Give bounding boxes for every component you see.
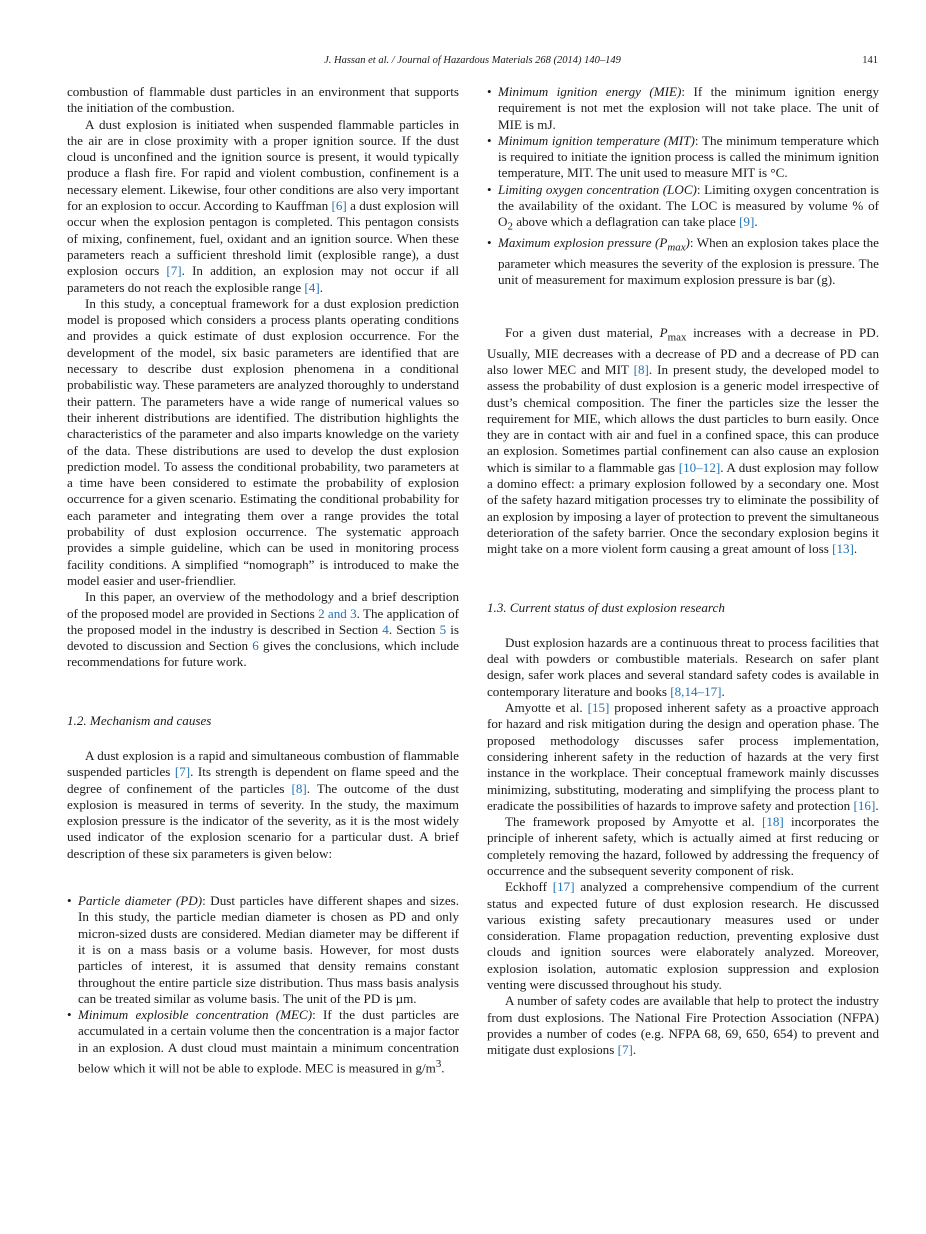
paragraph: A dust explosion is initiated when suspended flammable particles in the air are in close proximity with a proper ignition source. If the dust cloud is unconfined and the ignition source is present, it would typically produce a flash fire. For rapid and violent combustion, confinement is a necessary element. Likewise, four other conditions are also very important for an explosion to occur. According to Kauffman [6] a dust explosion will occur when the explosion pentagon is completed. This pentagon consists of mixing, confinement, fuel, oxidant and an ignition source. When these parameters reach a sufficient threshold limit (explosible range), a dust explosion occurs [7]. In addition, an explosion may not occur if all parameters do not reach the explosible range [4]. xyxy=(67,116,459,295)
paragraph: Dust explosion hazards are a continuous threat to process facilities that deal with powders or combustible materials. Research on safer plant design, safer work places and several standard safety codes is available in contemporary literature and books [8,14–17]. xyxy=(487,634,879,699)
page-number: 141 xyxy=(862,55,878,66)
left-column xyxy=(67,84,459,1077)
citation-link[interactable]: [8,14–17] xyxy=(670,683,722,699)
paragraph: In this study, a conceptual framework for a dust explosion prediction model is proposed which considers a process plants operating conditions and provides a quick estimate of dust explosion occurrence. For the development of the model, six basic parameters are identified that are necessary to describe dust explosion phenomena in a conditional probabilistic way. These parameters are analyzed thoroughly to understand their pattern. The parameters have a wide range of numerical values so their inherent distributions are identified. The distribution highlights the characteristics of the parameter and also imparts knowledge on the variety of the data. These distributions are used to develop the dust explosion prediction model. To assess the conditional probability, two parameters at a time have been considered to estimate the probability of explosion occurrence for a given scenario. Estimating the conditional probability for each parameter and integrating them over a range provides the total probability of dust explosion occurrence. The systematic approach provides a simple guideline, which can be used in monitoring process facility conditions. A simplified “nomograph” is introduced to make the model easier and user-friendlier. xyxy=(67,295,459,588)
paragraph: For a given dust material, $P_{max}$ increases with a decrease in PD. Usually, MIE decreases with a decrease of PD and a decrease of PD can also lower MEC and MIT [8]. In present study, the developed model to assess the probability of dust explosion is a generic model irrespective of dust’s chemical composition. The finer the particles size the lesser the requirement for MIE, which allows the dust particles to burn easily. Once they are in contact with air and fuel in a confined space, this can produce an explosion. Sometimes partial confinement can also cause an explosion which is similar to a flammable gas [10–12]. A dust explosion may follow a domino effect: a primary explosion followed by a secondary one. Most of the safety hazard mitigation processes try to eliminate the possibility of an explosion by imposing a layer of protection to prevent the simultaneous deterioration of the safety barrier. Once the secondary explosion begins it might take on a more violent form causing a great amount of loss [13]. xyxy=(487,324,880,557)
parameter-list xyxy=(487,84,879,289)
citation-link[interactable]: [18] xyxy=(761,814,784,830)
paragraph: In this paper, an overview of the methodology and a brief description of the proposed model are provided in Sections 2 and 3. The application of the proposed model in the industry is described in Section 4. Section 5 is devoted to discussion and Section 6 gives the conclusions, which include recommendations for future work. xyxy=(67,589,460,670)
list-item: • Minimum ignition temperature (MIT): The minimum temperature which is required to initiate the ignition process is called the minimum ignition temperature, MIT. The unit used to measure MIT is °C. xyxy=(487,133,879,182)
section-link[interactable]: 2 and 3 xyxy=(318,605,357,621)
citation-link[interactable]: [15] xyxy=(587,700,610,716)
citation-link[interactable]: [7] xyxy=(617,1042,633,1058)
list-item: • Maximum explosion pressure $(P_{max})$: When an explosion takes place the parameter which measures the severity of the explosion is pressure. The unit of measurement for maximum explosion pressure is bar (g). xyxy=(487,235,879,289)
paragraph: Amyotte et al. [15] proposed inherent safety as a proactive approach for hazard and risk mitigation during the design and operation phase. The proposed methodology discusses safer process implementation, considering inherent safety in the reduction of hazards at the very first instance in the workplace. Their conceptual framework mainly discusses minimizing, substituting, moderating and simplifying the process plant to eradicate the possibilities of hazards to improve safety and protection [16]. xyxy=(487,700,879,813)
citation-link[interactable]: [8] xyxy=(291,780,307,796)
section-link[interactable]: 5 xyxy=(439,621,447,637)
citation-link[interactable]: [7] xyxy=(174,764,191,780)
paragraph: Eckhoff [17] analyzed a comprehensive compendium of the current status and expected future of dust explosion research. He discussed various existing safety precautionary measures used or under consideration. Flame propagation reduction, preventing explosive dust clouds and ignition sources were elaborately analyzed. Moreover, explosion isolation, automatic explosion suppression and explosion venting were discussed throughout his study. xyxy=(487,879,879,993)
section-link[interactable]: 6 xyxy=(252,638,259,654)
running-header xyxy=(67,55,878,71)
citation-link[interactable]: [17] xyxy=(552,879,575,895)
citation-link[interactable]: [10–12] xyxy=(678,459,721,475)
paragraph: A number of safety codes are available that help to protect the industry from dust explosions. The National Fire Protection Association (NFPA) provides a number of codes (e.g. NFPA 68, 69, 650, 654) to prevent and mitigate dust explosions [7]. xyxy=(487,993,879,1058)
citation-link[interactable]: [13] xyxy=(832,541,854,557)
paragraph: combustion of flammable dust particles in an environment that supports the initiation of the combustion. xyxy=(67,84,459,116)
paragraph: A dust explosion is a rapid and simultaneous combustion of flammable suspended particles [7]. Its strength is dependent on flame speed and the degree of confinement of the particles [8]. The outcome of the dust explosion is measured in terms of severity. In the study, the maximum explosion pressure is the indicator of the severity, as it is the most widely used indicator of the explosion scenario for a particular dust. A brief description of these six parameters is given below: xyxy=(67,747,459,861)
citation-link[interactable]: [8] xyxy=(633,361,649,377)
right-column xyxy=(487,84,879,1059)
section-link[interactable]: 4 xyxy=(382,621,389,637)
citation-link[interactable]: [7] xyxy=(166,263,182,279)
list-item: • Limiting oxygen concentration (LOC): Limiting oxygen concentration is the availability of the oxidant. The LOC is measured by volume % of $O_2$ above which a deflagration can take place [9]. xyxy=(487,182,879,236)
parameter-list xyxy=(67,893,459,1077)
citation-link[interactable]: [4] xyxy=(304,279,320,295)
citation-link[interactable]: [9] xyxy=(739,214,755,230)
list-item: • Minimum ignition energy (MIE): If the minimum ignition energy requirement is not met the explosion will not take place. The unit of MIE is mJ. xyxy=(487,84,879,133)
citation-link[interactable]: [16] xyxy=(853,797,876,813)
list-item: • Particle diameter (PD): Dust particles have different shapes and sizes. In this study, the particle median diameter is chosen as PD and only micron-sized dusts are considered. Median diameter may be different if it is on a mass basis or a volume basis. However, for most dusts particles of interest, it is assumed that density remains constant throughout the entire particle size distribution. Thus mass basis analysis can be treated similar as volume basis. The unit of the PD is µm. xyxy=(67,893,459,1007)
citation-link[interactable]: [6] xyxy=(331,198,347,214)
section-heading: 1.3. Current status of dust explosion research xyxy=(487,599,725,615)
list-item: • Minimum explosible concentration (MEC): If the dust particles are accumulated in a certain volume then the concentration is a major factor in an explosion. A dust cloud must maintain a minimum concentration below which it will not be able to explode. MEC is measured in $g/m^3$. xyxy=(67,1007,459,1077)
section-heading: 1.2. Mechanism and causes xyxy=(67,712,212,728)
journal-reference: J. Hassan et al. / Journal of Hazardous Materials 268 (2014) 140–149 xyxy=(324,55,621,66)
paragraph: The framework proposed by Amyotte et al. [18] incorporates the principle of inherent safety, which is actually aimed at first reducing or completely removing the hazard, followed by addressing the frequency of occurrence and the subsequent severity component of risk. xyxy=(487,814,880,878)
